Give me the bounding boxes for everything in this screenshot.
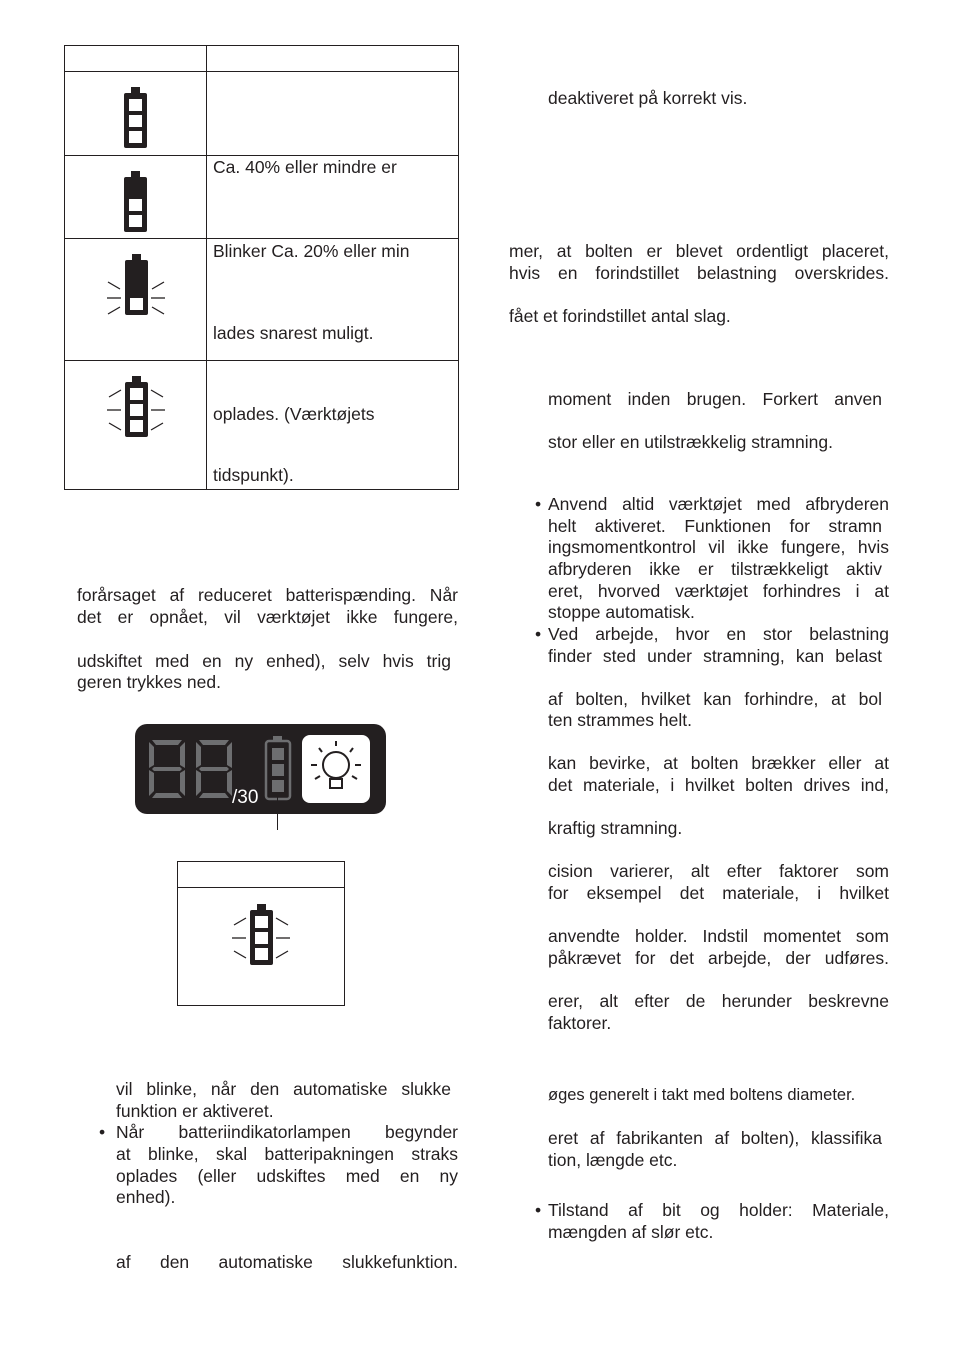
lcd-battery-icon xyxy=(262,735,294,801)
text-line: Anvend altid værktøjet med afbryderen xyxy=(548,494,889,514)
seven-segment-digits xyxy=(146,738,238,800)
text-line: stoppe automatisk. xyxy=(548,602,695,622)
text-line: Tilstand af bit og holder: Materiale, xyxy=(548,1200,889,1220)
text-line: at blinke, skal batteripakningen straks xyxy=(116,1144,458,1164)
text-line: eret, hvorved værktøjet forhindres i at xyxy=(548,581,889,601)
text-line: funktion er aktiveret. xyxy=(116,1101,274,1121)
bullet-dot: • xyxy=(535,1200,542,1220)
row4-text-2: tidspunkt). xyxy=(213,465,294,485)
text-line: eret af fabrikanten af bolten), klassifika xyxy=(548,1128,882,1148)
text-line: mer, at bolten er blevet ordentligt placeret, xyxy=(509,241,889,261)
text-line: oplades (eller udskiftes med en ny xyxy=(116,1166,458,1186)
text-line: cision varierer, alt efter faktorer som xyxy=(548,861,889,881)
text-line: stor eller en utilstrækkelig stramning. xyxy=(548,432,833,452)
stroke-count-label: /30 xyxy=(232,787,259,808)
text-line: afbryderen ikke er tilstrækkeligt aktiv xyxy=(548,559,882,579)
text-line: mængden af slør etc. xyxy=(548,1222,714,1242)
bullet-dot: • xyxy=(535,624,542,644)
text-line: erer, alt efter de herunder beskrevne xyxy=(548,991,889,1011)
text-line: vil blinke, når den automatiske slukke xyxy=(116,1079,451,1099)
row3-text-2: lades snarest muligt. xyxy=(213,323,374,343)
text-line: tion, længde etc. xyxy=(548,1150,678,1170)
bullet-dot: • xyxy=(99,1122,106,1142)
battery-low-blinking-icon xyxy=(104,252,168,324)
text-line: anvendte holder. Indstil momentet som xyxy=(548,926,889,946)
row4-text-1: oplades. (Værktøjets xyxy=(213,404,375,424)
text-line: Når batteriindikatorlampen begynder xyxy=(116,1122,458,1142)
light-bulb-icon xyxy=(302,735,370,803)
text-line: øges generelt i takt med boltens diameter. xyxy=(548,1086,856,1104)
text-line: påkrævet for det arbejde, der udføres. xyxy=(548,948,889,968)
text-line: ingsmomentkontrol vil ikke fungere, hvis xyxy=(548,537,889,557)
row3-text-1: Blinker Ca. 20% eller min xyxy=(213,241,410,261)
bullet-dot: • xyxy=(535,494,542,514)
battery-full-blinking-icon xyxy=(104,375,168,439)
text-line: fået et forindstillet antal slag. xyxy=(509,306,731,326)
text-line: geren trykkes ned. xyxy=(77,672,221,692)
battery-two-thirds-icon xyxy=(120,170,152,234)
battery-full-blinking-icon xyxy=(229,903,293,967)
text-line: af den automatiske slukkefunktion. xyxy=(116,1252,458,1272)
battery-full-icon xyxy=(120,86,152,150)
text-line: helt aktiveret. Funktionen for stramn xyxy=(548,516,882,536)
row2-text: Ca. 40% eller mindre er xyxy=(213,157,397,177)
text-line: hvis en forindstillet belastning overskrides. xyxy=(509,263,889,283)
text-line: udskiftet med en ny enhed), selv hvis trig xyxy=(77,651,451,671)
text-line: det materiale, i hvilket bolten drives ind, xyxy=(548,775,889,795)
text-line: faktorer. xyxy=(548,1013,612,1033)
text-line: forårsaget af reduceret batterispænding. Når xyxy=(77,585,458,605)
text-line: finder sted under stramning, kan belast xyxy=(548,646,882,666)
text-line: kraftig stramning. xyxy=(548,818,683,838)
text-line: kan bevirke, at bolten brækker eller at xyxy=(548,753,889,773)
text-line: Ved arbejde, hvor en stor belastning xyxy=(548,624,889,644)
text-line: enhed). xyxy=(116,1187,176,1207)
text-line: det er opnået, vil værktøjet ikke fungere, xyxy=(77,607,458,627)
text-line: af bolten, hvilket kan forhindre, at bol xyxy=(548,689,882,709)
text-line: ten strammes helt. xyxy=(548,710,692,730)
leader-line xyxy=(277,792,278,830)
text-line: moment inden brugen. Forkert anven xyxy=(548,389,882,409)
text-line: for eksempel det materiale, i hvilket xyxy=(548,883,889,903)
text-line: deaktiveret på korrekt vis. xyxy=(548,88,748,108)
